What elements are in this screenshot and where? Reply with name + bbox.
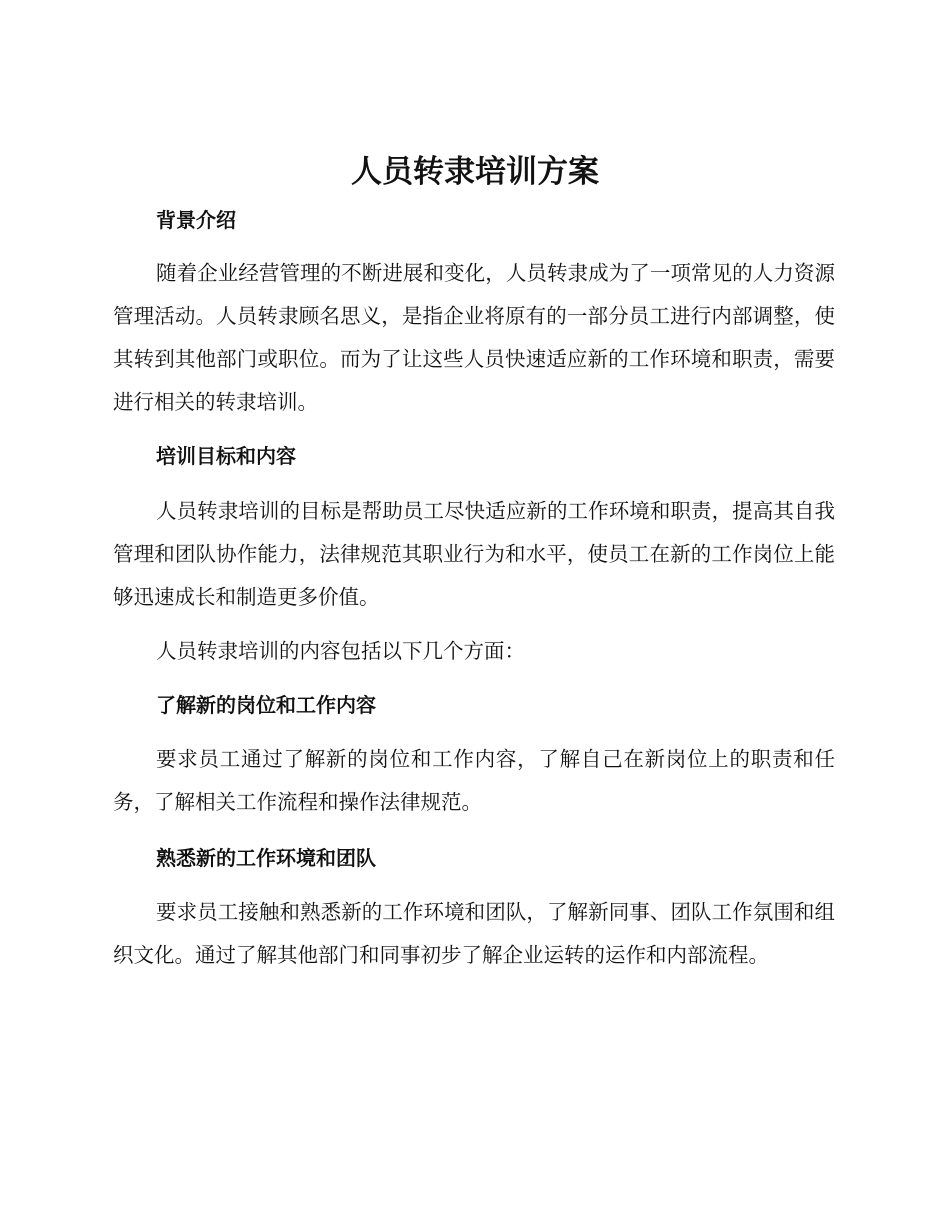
section-heading-background: 背景介绍 [156,208,236,232]
section-paragraph: 要求员工接触和熟悉新的工作环境和团队，了解新同事、团队工作氛围和组织文化。通过了解其他部门和同事初步了解企业运转的运作和内部流程。 [113,900,835,967]
section-paragraph: 随着企业经营管理的不断进展和变化，人员转隶成为了一项常见的人力资源管理活动。人员转隶顾名思义，是指企业将原有的一部分员工进行内部调整，使其转到其他部门或职位。而为了让这些人员快速适应新的工作环境和职责，需要进行相关的转隶培训。 [113,261,835,414]
section-heading-new-environment: 熟悉新的工作环境和团队 [156,846,376,870]
section-heading-goals-content: 培训目标和内容 [156,444,296,468]
section-paragraph: 人员转隶培训的内容包括以下几个方面： [156,639,525,663]
section-paragraph: 要求员工通过了解新的岗位和工作内容，了解自己在新岗位上的职责和任务，了解相关工作流程和操作法律规范。 [113,747,835,814]
section-heading-new-position: 了解新的岗位和工作内容 [156,693,376,717]
document-title: 人员转隶培训方案 [351,154,599,190]
section-paragraph: 人员转隶培训的目标是帮助员工尽快适应新的工作环境和职责，提高其自我管理和团队协作能力，法律规范其职业行为和水平，使员工在新的工作岗位上能够迅速成长和制造更多价值。 [113,499,835,609]
